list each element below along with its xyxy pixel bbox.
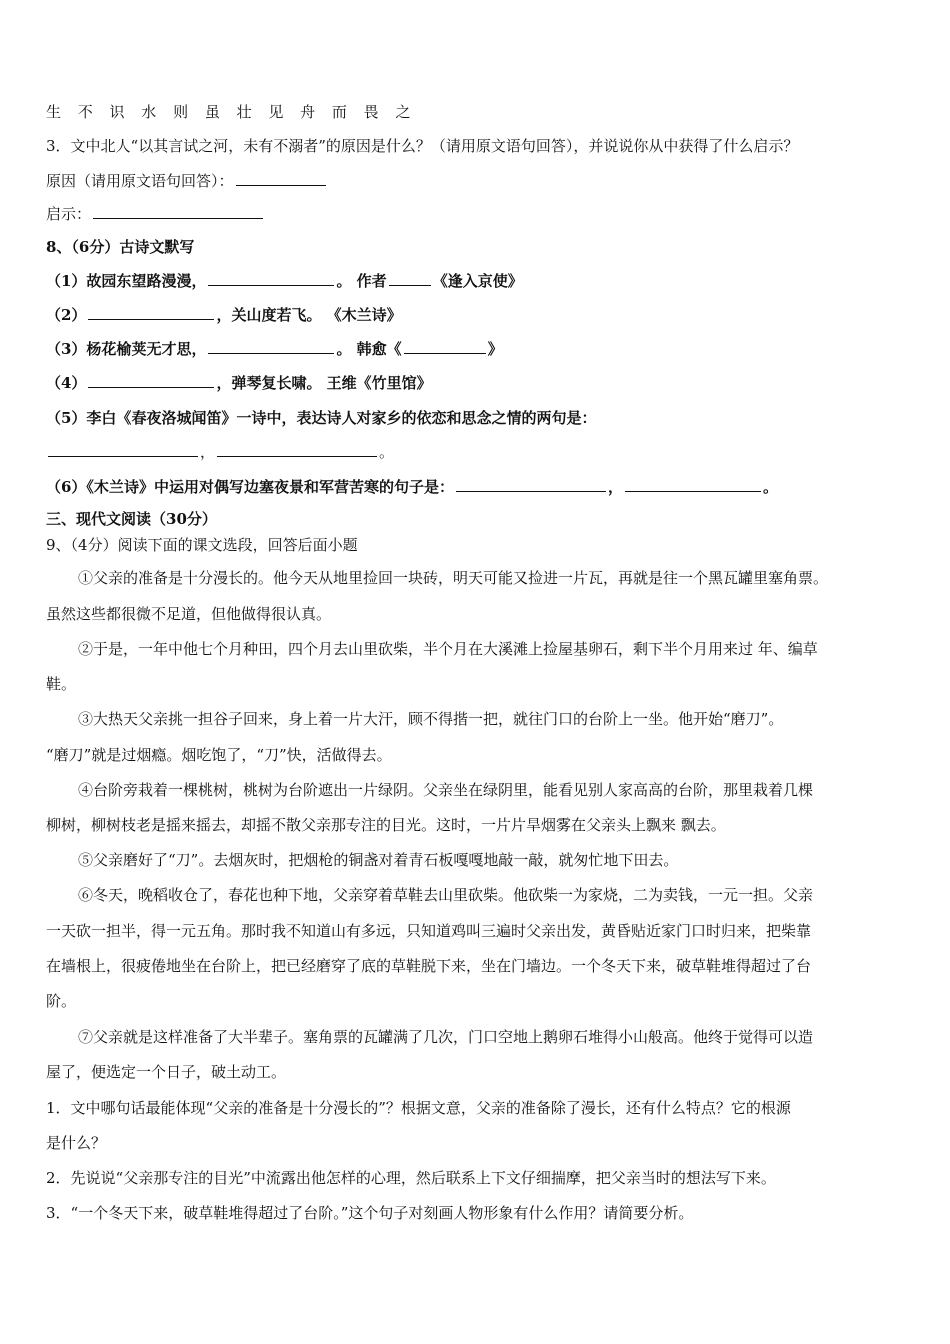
answer-blank[interactable] <box>88 305 214 320</box>
para-6-line-2: 一天砍一担半，得一元五角。那时我不知道山有多远，只知道鸡叫三遍时父亲出发，黄昏贴近家门口时归来，把柴靠 <box>46 922 812 940</box>
para-6-line-4: 阶。 <box>46 992 77 1010</box>
answer-blank[interactable] <box>93 204 263 219</box>
q8-item-1 <box>46 271 523 291</box>
question-2: 2．先说说“父亲那专注的目光”中流露出他怎样的心理，然后联系上下文仔细揣摩，把父亲当时的想法写下来。 <box>46 1169 776 1187</box>
item-text: （1）故园东望路漫漫， <box>46 272 207 290</box>
answer-blank[interactable] <box>217 442 377 457</box>
item-text: 《逢入京使》 <box>432 272 523 290</box>
top-line: 生 不 识 水 则 虽 壮 见 舟 而 畏 之 <box>46 103 417 121</box>
answer-blank[interactable] <box>236 171 326 186</box>
answer-blank[interactable] <box>456 477 606 492</box>
q8-item-5: （5）李白《春夜洛城闻笛》一诗中，表达诗人对家乡的依恋和思念之情的两句是： <box>46 409 597 427</box>
q9-title: 9、（4分）阅读下面的课文选段，回答后面小题 <box>46 536 358 554</box>
para-6-line-3: 在墙根上，很疲倦地坐在台阶上，把已经磨穿了底的草鞋脱下来，坐在门墙边。一个冬天下来，破草鞋堆得超过了台 <box>46 957 812 975</box>
item-text: 。 <box>762 478 778 496</box>
item-text: ，弹琴复长啸。 王维《竹里馆》 <box>216 374 432 392</box>
q7-3-question: 3．文中北人“以其言试之河，未有不溺者”的原因是什么？（请用原文语句回答），并说说你从中获得了什么启示？ <box>46 137 799 155</box>
item-text: 》 <box>487 340 503 358</box>
para-4-line-1: ④台阶旁栽着一棵桃树，桃树为台阶遮出一片绿阴。父亲坐在绿阴里，能看见别人家高高的台阶，那里栽着几棵 <box>78 781 814 799</box>
item-text: 。 作者 <box>336 272 387 290</box>
para-6-line-1: ⑥冬天，晚稻收仓了，春花也种下地，父亲穿着草鞋去山里砍柴。他砍柴一为家烧，二为卖钱，一元一担。父亲 <box>78 886 814 904</box>
para-3-line-1: ③大热天父亲挑一担谷子回来，身上着一片大汗，顾不得揩一把，就往门口的台阶上一坐。他开始“磨刀”。 <box>78 710 784 728</box>
para-2-line-2: 鞋。 <box>46 675 77 693</box>
q8-item-3 <box>46 339 503 359</box>
question-1-line-2: 是什么？ <box>46 1134 107 1152</box>
item-text: ， <box>200 443 216 461</box>
item-text: ，关山度若飞。 《木兰诗》 <box>216 306 402 324</box>
question-3: 3．“一个冬天下来，破草鞋堆得超过了台阶。”这个句子对刻画人物形象有什么作用？请简要分析。 <box>46 1204 694 1222</box>
para-3-line-2: “磨刀”就是过烟瘾。烟吃饱了，“刀”快，活做得去。 <box>46 746 392 764</box>
section-3-title: 三、现代文阅读（30分） <box>46 510 217 528</box>
answer-blank[interactable] <box>208 339 334 354</box>
question-1-line-1: 1．文中哪句话最能体现“父亲的准备是十分漫长的”？根据文意，父亲的准备除了漫长，还有什么特点？它的根源 <box>46 1099 791 1117</box>
q8-item-4 <box>46 373 432 393</box>
answer-blank[interactable] <box>389 271 431 286</box>
q8-title: 8、（6分）古诗文默写 <box>46 238 195 256</box>
reason-label: 原因（请用原文语句回答）： <box>46 172 234 190</box>
para-1-line-1: ①父亲的准备是十分漫长的。他今天从地里捡回一块砖，明天可能又捡进一片瓦，再就是往一个黑瓦罐里塞角票。 <box>78 569 829 587</box>
item-text: （3）杨花榆荚无才思， <box>46 340 207 358</box>
insight-label: 启示： <box>46 205 92 223</box>
q8-item-2 <box>46 305 402 325</box>
insight-line <box>46 204 265 224</box>
item-text: （6）《木兰诗》中运用对偶写边塞夜景和军营苦寒的句子是： <box>46 478 454 496</box>
answer-blank[interactable] <box>208 271 334 286</box>
answer-blank[interactable] <box>404 339 486 354</box>
answer-blank[interactable] <box>625 477 761 492</box>
para-7-line-1: ⑦父亲就是这样准备了大半辈子。塞角票的瓦罐满了几次，门口空地上鹅卵石堆得小山般高。他终于觉得可以造 <box>78 1028 814 1046</box>
item-text: （4） <box>46 374 87 392</box>
reason-line <box>46 171 328 191</box>
item-text: 。 韩愈《 <box>336 340 402 358</box>
item-text: （2） <box>46 306 87 324</box>
para-7-line-2: 屋了，便选定一个日子，破土动工。 <box>46 1063 287 1081</box>
item-text: ， <box>607 478 623 496</box>
para-1-line-2: 虽然这些都很微不足道，但他做得很认真。 <box>46 605 332 623</box>
q8-item-5-answer <box>46 442 394 462</box>
q8-item-6 <box>46 477 778 497</box>
answer-blank[interactable] <box>88 373 214 388</box>
para-4-line-2: 柳树，柳树枝老是摇来摇去，却摇不散父亲那专注的目光。这时，一片片旱烟雾在父亲头上飘来 飘去。 <box>46 816 726 834</box>
item-text: 。 <box>379 443 395 461</box>
answer-blank[interactable] <box>48 442 198 457</box>
para-2-line-1: ②于是，一年中他七个月种田，四个月去山里砍柴，半个月在大溪滩上捡屋基卵石，剩下半个月用来过 年、编草 <box>78 640 818 658</box>
para-5-line-1: ⑤父亲磨好了“刀”。去烟灰时，把烟枪的铜盏对着青石板嘎嘎地敲一敲，就匆忙地下田去。 <box>78 851 679 869</box>
